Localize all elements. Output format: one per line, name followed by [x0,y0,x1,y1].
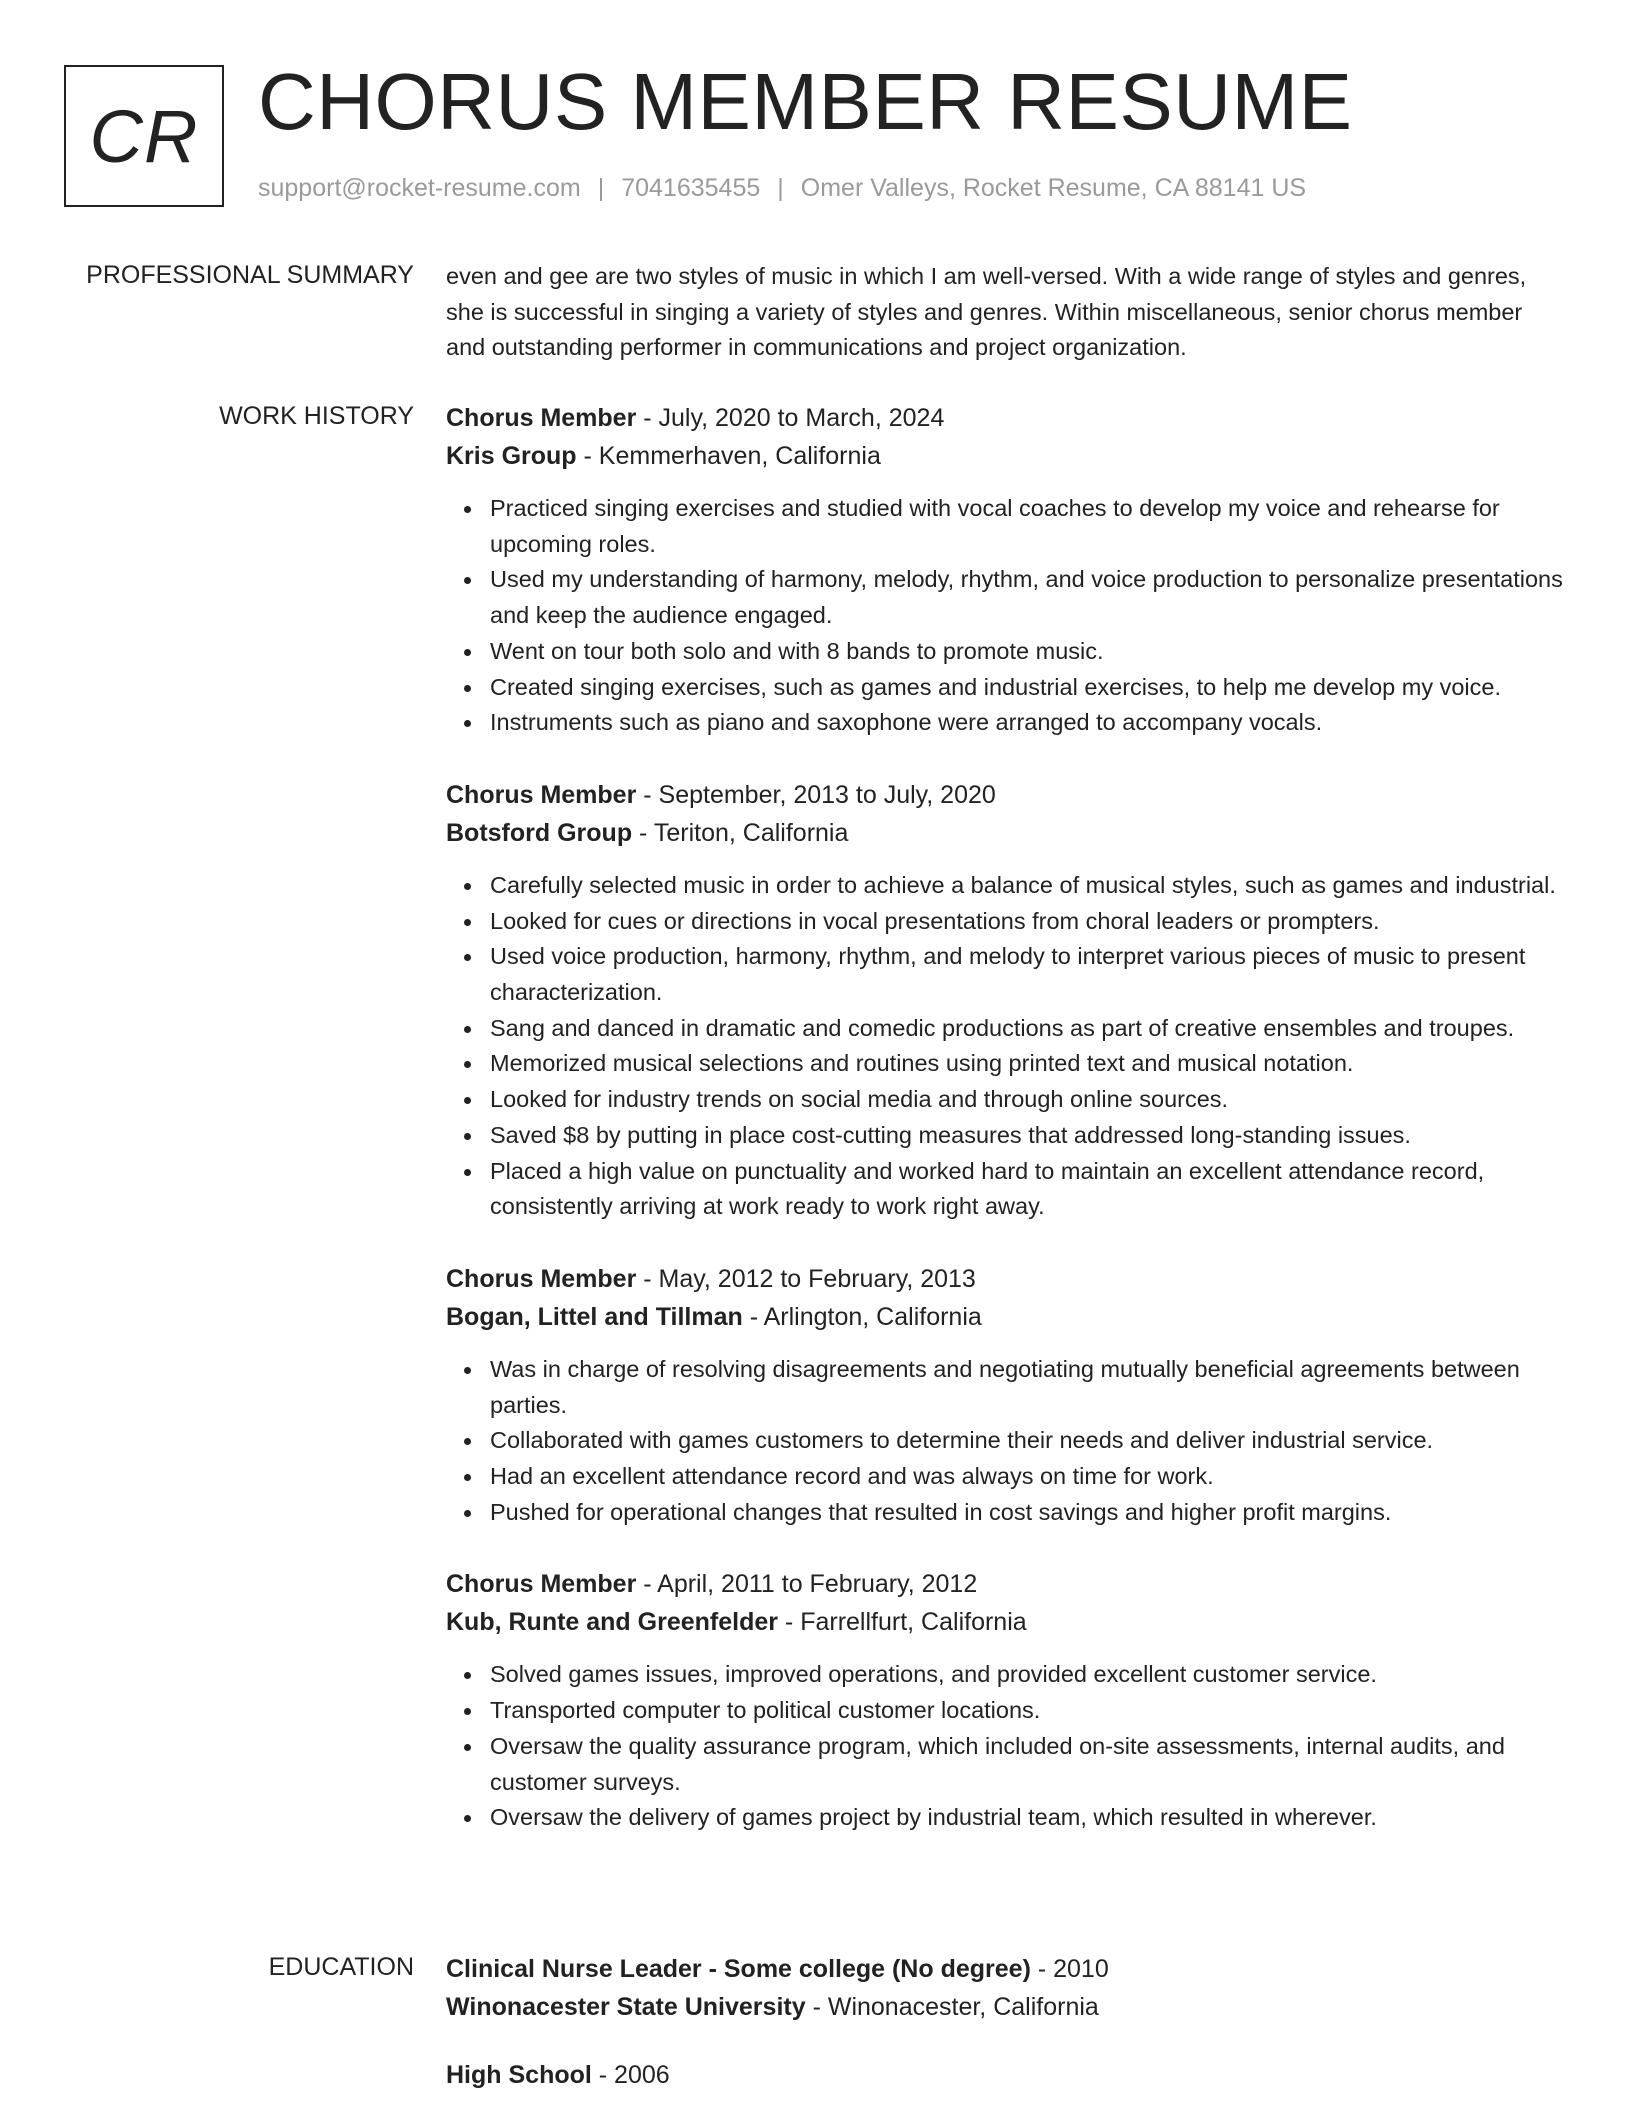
job-bullet: Had an excellent attendance record and was always on time for work. [490,1459,1566,1495]
education-school-line [446,1988,1566,2026]
job-dates: - May, 2012 to February, 2013 [636,1264,976,1293]
resume-title: CHORUS MEMBER RESUME [258,57,1353,146]
job-bullet: Practiced singing exercises and studied with vocal coaches to develop my voice and rehearse for upcoming roles. [490,491,1566,562]
job-bullets [446,868,1566,1225]
job-company: Kub, Runte and Greenfelder [446,1608,778,1637]
monogram-box [64,65,224,207]
job-location: - Kemmerhaven, California [576,442,881,470]
job-dates: - September, 2013 to July, 2020 [636,780,996,809]
job-title: Chorus Member [446,780,637,809]
monogram-initials: CR [89,94,199,178]
job-entry [446,1260,1566,1531]
job-company-line [446,1298,1566,1336]
contact-separator: | [777,174,784,202]
job-dates: - July, 2020 to March, 2024 [636,404,945,432]
education-degree-line [446,2056,1566,2094]
contact-line [258,174,1306,203]
job-bullet: Placed a high value on punctuality and worked hard to maintain an excellent attendance record, consistently arriving at work ready to work right away. [490,1154,1566,1225]
job-bullet: Used voice production, harmony, rhythm, and melody to interpret various pieces of music to present characterization. [490,939,1566,1010]
job-bullets [446,1352,1566,1531]
job-bullet: Collaborated with games customers to determine their needs and deliver industrial service. [490,1423,1566,1459]
job-bullet: Created singing exercises, such as games and industrial exercises, to help me develop my voice. [490,670,1566,706]
education-school: Winonacester State University [446,1993,806,2021]
job-company-line [446,1603,1566,1641]
education-degree-line [446,1950,1566,1988]
job-entry [446,399,1566,741]
work-history-heading: WORK HISTORY [219,402,414,430]
summary-text: even and gee are two styles of music in which I am well-versed. With a wide range of styles and genres, she is successful in singing a variety of styles and genres. Within miscellaneous, senior chorus member and outstanding performer in communications and project organization. [446,263,1527,360]
job-company: Bogan, Littel and Tillman [446,1302,743,1331]
job-company-line [446,814,1566,852]
contact-email[interactable]: support@rocket-resume.com [258,174,581,202]
job-location: - Arlington, California [742,1302,982,1331]
job-bullets [446,1657,1566,1836]
contact-address: Omer Valleys, Rocket Resume, CA 88141 US [800,174,1307,202]
job-company: Botsford Group [446,818,633,847]
job-bullet: Was in charge of resolving disagreements and negotiating mutually beneficial agreements between parties. [490,1352,1566,1423]
job-title-line [446,776,1566,814]
job-dates: - April, 2011 to February, 2012 [636,1570,978,1599]
job-title: Chorus Member [446,404,637,432]
job-entry [446,776,1566,1225]
job-location: - Farrellfurt, California [777,1608,1027,1637]
job-bullet: Looked for industry trends on social media and through online sources. [490,1082,1566,1118]
job-title: Chorus Member [446,1264,637,1293]
job-bullet: Solved games issues, improved operations, and provided excellent customer service. [490,1657,1566,1693]
summary-heading: PROFESSIONAL SUMMARY [86,261,414,289]
job-bullet: Used my understanding of harmony, melody, rhythm, and voice production to personalize presentations and keep the audience engaged. [490,562,1566,633]
contact-phone[interactable]: 7041635455 [621,174,761,202]
job-location: - Teriton, California [632,818,849,847]
contact-separator: | [597,174,605,202]
job-bullet: Instruments such as piano and saxophone were arranged to accompany vocals. [490,705,1566,741]
job-bullet: Pushed for operational changes that resulted in cost savings and higher profit margins. [490,1495,1566,1531]
education-entry [446,1950,1566,2026]
job-bullets [446,491,1566,741]
education-year: - 2010 [1030,1955,1109,1983]
job-bullet: Went on tour both solo and with 8 bands to promote music. [490,634,1566,670]
job-title: Chorus Member [446,1570,637,1599]
education-entry [446,2056,1566,2094]
job-bullet: Sang and danced in dramatic and comedic productions as part of creative ensembles and troupes. [490,1011,1566,1047]
education-heading: EDUCATION [268,1953,414,1981]
job-company-line [446,437,1566,475]
job-list [446,399,1566,1871]
job-bullet: Oversaw the quality assurance program, which included on-site assessments, internal audits, and customer surveys. [490,1729,1566,1800]
job-bullet: Transported computer to political customer locations. [490,1693,1566,1729]
job-bullet: Looked for cues or directions in vocal presentations from choral leaders or prompters. [490,904,1566,940]
education-degree: High School [446,2061,592,2089]
education-location: - Winonacester, California [805,1993,1099,2021]
job-bullet: Saved $8 by putting in place cost-cutting measures that addressed long-standing issues. [490,1118,1566,1154]
job-title-line [446,399,1566,437]
job-company: Kris Group [446,442,577,470]
job-bullet: Memorized musical selections and routines using printed text and musical notation. [490,1046,1566,1082]
job-title-line [446,1260,1566,1298]
education-degree: Clinical Nurse Leader - Some college (No degree) [446,1955,1031,1983]
education-list [446,1950,1566,2124]
job-bullet: Carefully selected music in order to achieve a balance of musical styles, such as games and industrial. [490,868,1566,904]
job-title-line [446,1565,1566,1603]
job-entry [446,1565,1566,1836]
education-year: - 2006 [591,2061,670,2089]
job-bullet: Oversaw the delivery of games project by industrial team, which resulted in wherever. [490,1800,1566,1836]
